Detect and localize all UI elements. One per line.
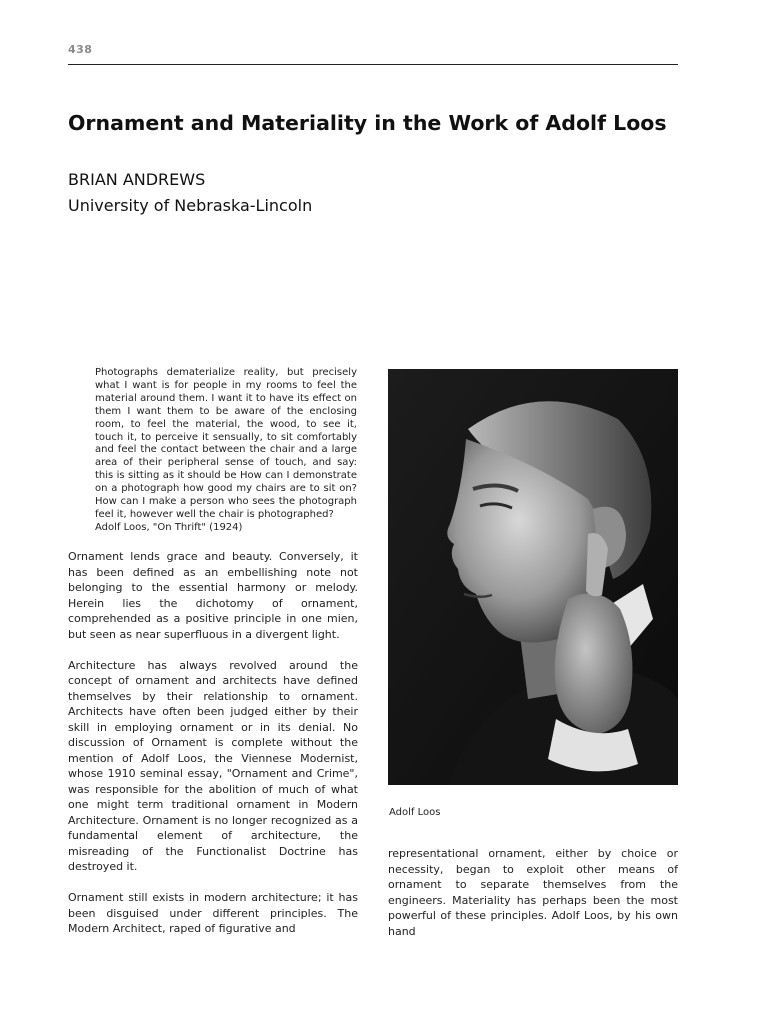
body-paragraph: representational ornament, either by choice or necessity, began to exploit other means of ornament to separate themselves from the engineers. Materiality has perhaps been the most powerful of these principles. Adolf Loos, by his own hand bbox=[388, 847, 678, 938]
article-title: Ornament and Materiality in the Work of Adolf Loos bbox=[68, 111, 667, 135]
author-affiliation: University of Nebraska-Lincoln bbox=[68, 196, 313, 215]
epigraph bbox=[95, 367, 357, 535]
header-rule bbox=[68, 64, 678, 65]
right-column bbox=[388, 846, 678, 939]
author-name: BRIAN ANDREWS bbox=[68, 170, 206, 189]
body-paragraph: Ornament still exists in modern architecture; it has been disguised under different principles. The Modern Architect, raped of figurative and bbox=[68, 891, 358, 935]
left-column bbox=[68, 549, 358, 952]
epigraph-quote: Photographs dematerialize reality, but precisely what I want is for people in my rooms to feel the material around them. I want it to have its effect on them I want them to be aware of the enclosing room, to feel the material, the wood, to see it, touch it, to perceive it sensually, to sit comfortably and feel the contact between the chair and a large area of their peripheral sense of touch, and say: this is sitting as it should be How can I demonstrate on a photograph how good my chairs are to sit on? How can I make a person who sees the photograph feel it, however well the chair is photographed? bbox=[95, 367, 357, 520]
page-number: 438 bbox=[68, 43, 93, 56]
body-paragraph: Architecture has always revolved around the concept of ornament and architects have defined themselves by their relationship to ornament. Architects have often been judged either by their skill in employing ornament or in its denial. No discussion of Ornament is complete without the mention of Adolf Loos, the Viennese Modernist, whose 1910 seminal essay, "Ornament and Crime", was responsible for the abolition of much of what one might term traditional ornament in Modern Architecture. Ornament is no longer recognized as a fundamental element of architecture, the misreading of the Functionalist Doctrine has destroyed it. bbox=[68, 658, 358, 873]
body-paragraph: Ornament lends grace and beauty. Conversely, it has been defined as an embellishing note not belonging to the essential harmony or melody. Herein lies the dichotomy of ornament, comprehended as a positive principle in one mien, but seen as near superfluous in a divergent light. bbox=[68, 550, 358, 641]
portrait-photo bbox=[388, 369, 678, 785]
epigraph-source: Adolf Loos, "On Thrift" (1924) bbox=[95, 521, 243, 533]
figure-caption: Adolf Loos bbox=[389, 807, 441, 818]
